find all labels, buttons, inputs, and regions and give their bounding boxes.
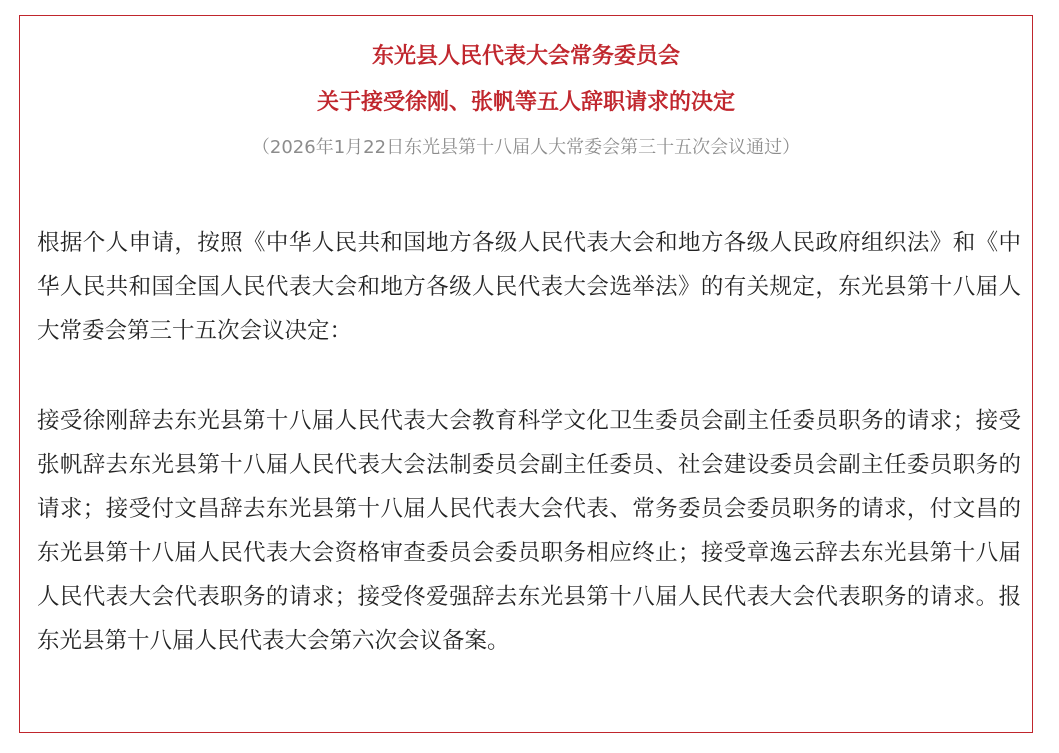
document-frame: [19, 15, 1033, 733]
paragraph-decision: 接受徐刚辞去东光县第十八届人民代表大会教育科学文化卫生委员会副主任委员职务的请求；接受张帆辞去东光县第十八届人民代表大会法制委员会副主任委员、社会建设委员会副主任委员职务的请求；接受付文昌辞去东光县第十八届人民代表大会代表、常务委员会委员职务的请求，付文昌的东光县第十八届人民代表大会资格审查委员会委员职务相应终止；接受章逸云辞去东光县第十八届人民代表大会代表职务的请求；接受佟爱强辞去东光县第十八届人民代表大会代表职务的请求。报东光县第十八届人民代表大会第六次会议备案。: [37, 408, 1021, 654]
document-title-line2: 关于接受徐刚、张帆等五人辞职请求的决定: [316, 90, 735, 115]
document-subtitle: （2026年1月22日东光县第十八届人大常委会第三十五次会议通过）: [251, 137, 801, 158]
paragraph-basis: 根据个人申请，按照《中华人民共和国地方各级人民代表大会和地方各级人民政府组织法》和《中华人民共和国全国人民代表大会和地方各级人民代表大会选举法》的有关规定，东光县第十八届人大常委会第三十五次会议决定：: [37, 230, 1021, 344]
document-title-line1: 东光县人民代表大会常务委员会: [371, 44, 680, 69]
